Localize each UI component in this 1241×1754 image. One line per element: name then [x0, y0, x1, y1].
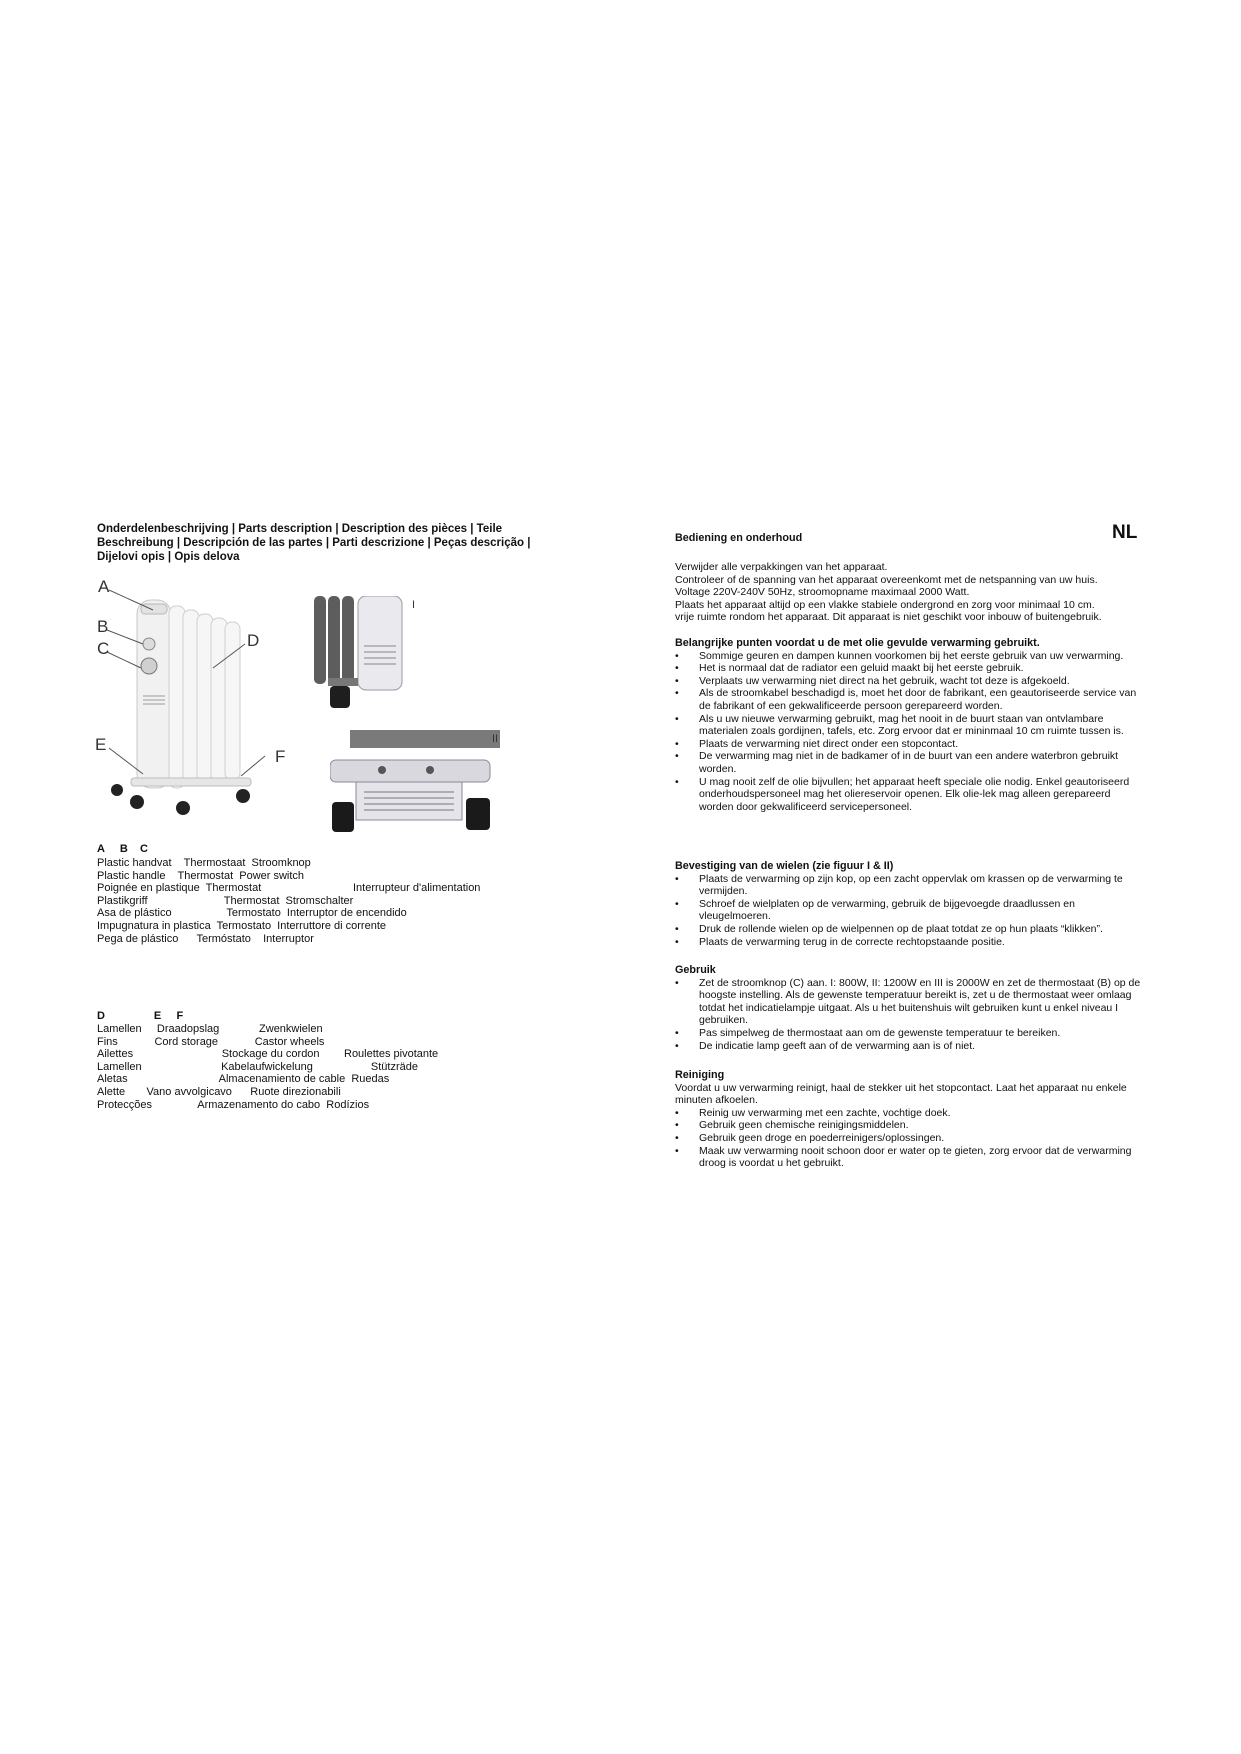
language-badge: NL	[1112, 522, 1138, 543]
cleaning-title: Reiniging	[675, 1069, 725, 1081]
usage-list	[675, 977, 1145, 1053]
def-line: Aletas Almacenamiento de cable Ruedas	[97, 1073, 390, 1086]
list-item: • Sommige geuren en dampen kunnen voorkomen bij het eerste gebruik van uw verwarming.	[675, 649, 1124, 662]
wheels-title: Bevestiging van de wielen (zie figuur I & II)	[675, 860, 894, 872]
list-item: • Maak uw verwarming nooit schoon door er water op te gieten, zorg ervoor dat de verwarming droog is voordat u het gebruikt.	[675, 1144, 1132, 1170]
abc-line: Asa de plástico Termostato Interruptor de encendido	[97, 907, 407, 920]
list-item: • Reinig uw verwarming met een zachte, vochtige doek.	[675, 1106, 951, 1119]
cleaning-section	[675, 1069, 1145, 1170]
bullet-icon: •	[675, 872, 679, 885]
figure-one	[310, 596, 430, 714]
bullet-icon: •	[675, 737, 679, 750]
list-item: • Plaats de verwarming niet direct onder een stopcontact.	[675, 737, 959, 750]
abc-line: Pega de plástico Termóstato Interruptor	[97, 932, 314, 945]
section-title	[675, 532, 1145, 545]
usage-title: Gebruik	[675, 964, 716, 976]
list-item: • Plaats de verwarming terug in de correcte rechtopstaande positie.	[675, 935, 1005, 948]
intro-line: Verwijder alle verpakkingen van het apparaat.	[675, 561, 888, 573]
def-line: Lamellen Draadopslag Zwenkwielen	[97, 1023, 323, 1035]
list-item: • Plaats de verwarming op zijn kop, op een zacht oppervlak om krassen op de verwarming te vermijden.	[675, 872, 1123, 898]
bullet-icon: •	[675, 935, 679, 948]
bullet-icon: •	[675, 750, 679, 763]
main-title: Bediening en onderhoud	[675, 532, 803, 544]
list-item: • De indicatie lamp geeft aan of de verwarming aan is of niet.	[675, 1039, 976, 1052]
bullet-icon: •	[675, 1131, 679, 1144]
def-header: D E F	[97, 1010, 184, 1022]
abc-header: A B C	[97, 843, 148, 855]
list-item: • Het is normaal dat de radiator een geluid maakt bij het eerste gebruik.	[675, 662, 1024, 675]
wheels-section	[675, 860, 1145, 948]
important-section	[675, 637, 1145, 813]
bullet-icon: •	[675, 976, 679, 989]
bullet-icon: •	[675, 674, 679, 687]
def-line: Fins Cord storage Castor wheels	[97, 1035, 325, 1048]
cleaning-list	[675, 1107, 1145, 1170]
intro-line: Voltage 220V-240V 50Hz, stroomopname maximaal 2000 Watt.	[675, 586, 970, 599]
bullet-icon: •	[675, 687, 679, 700]
list-item: • Als u uw nieuwe verwarming gebruikt, mag het nooit in de buurt staan van ontvlambare materialen zoals gordijnen, tafels, etc. Zorg ervoor dat er mininmaal 10 cm ruimte tussen is.	[675, 712, 1124, 738]
figure-two	[330, 730, 515, 840]
bullet-icon: •	[675, 1119, 679, 1132]
bullet-icon: •	[675, 775, 679, 788]
list-item: • Gebruik geen droge en poederreinigers/oplossingen.	[675, 1131, 945, 1144]
bullet-icon: •	[675, 662, 679, 675]
bullet-icon: •	[675, 1106, 679, 1119]
list-item: • U mag nooit zelf de olie bijvullen; het apparaat heeft speciale olie nodig. Enkel geautoriseerd onderhoudspersoneel mag het oliereservoir openen. Elk olie-lek mag alleen gerepareerd worden door gekwalificeerd servicepersoneel.	[675, 775, 1130, 813]
abc-list	[97, 857, 480, 945]
label-f: F	[275, 747, 286, 766]
parts-heading: Onderdelenbeschrijving | Parts description | Description des pièces | Teile Beschreibung | Descripción de las partes | Parti descrizione | Peças descrição | Dijelovi opis | Opis delova	[97, 523, 531, 563]
def-list	[97, 1023, 438, 1111]
label-fig-one: I	[412, 599, 416, 611]
def-line: Protecções Armazenamento do cabo Rodízios	[97, 1098, 370, 1111]
cleaning-intro: Voordat u uw verwarming reinigt, haal de stekker uit het stopcontact. Laat het apparaat nu enkele minuten afkoelen.	[675, 1081, 1127, 1107]
label-d: D	[247, 631, 260, 650]
bullet-icon: •	[675, 1144, 679, 1157]
def-line: Lamellen Kabelaufwickelung Stützräde	[97, 1060, 418, 1073]
bullet-icon: •	[675, 1026, 679, 1039]
list-item: • Als de stroomkabel beschadigd is, moet het door de fabrikant, een geautoriseerde service van de fabrikant of een gekwalificeerde persoon gerepareerd worden.	[675, 687, 1137, 712]
abc-line: Poignée en plastique Thermostat Interrupteur d'alimentation	[97, 882, 481, 895]
def-line: Alette Vano avvolgicavo Ruote direzionabili	[97, 1085, 341, 1098]
intro-block	[675, 561, 1145, 624]
list-item: • Schroef de wielplaten op de verwarming, gebruik de bijgevoegde draadlussen en vleugelmoeren.	[675, 897, 1075, 923]
important-list	[675, 650, 1145, 814]
bullet-icon: •	[675, 712, 679, 725]
wheels-list	[675, 873, 1145, 949]
important-title: Belangrijke punten voordat u de met olie gevulde verwarming gebruikt.	[675, 637, 1040, 649]
list-item: • Zet de stroomknop (C) aan. I: 800W, II: 1200W en III is 2000W en zet de thermostaat (B) op de hoogste instelling. Als de gewenste temperatuur bereikt is, zet u de thermostaat weer omlaag totdat het indicatielampje uitgaat. Als u het buitenshuis wilt gebruiken kunt u enkel niveau I gebruiken.	[675, 976, 1141, 1027]
intro-line: Plaats het apparaat altijd op een vlakke stabiele ondergrond en zorg voor minimaal 10 cm.	[675, 598, 1095, 611]
abc-line: Plastic handvat Thermostaat Stroomknop	[97, 857, 311, 869]
bullet-icon: •	[675, 649, 679, 662]
abc-line: Plastic handle Thermostat Power switch	[97, 869, 305, 882]
list-item: • Druk de rollende wielen op de wielpennen op de plaat totdat ze op hun plaats “klikken”.	[675, 922, 1103, 935]
abc-line: Plastikgriff Thermostat Stromschalter	[97, 894, 354, 907]
list-item: • Gebruik geen chemische reinigingsmiddelen.	[675, 1119, 909, 1132]
heater-diagram	[95, 578, 305, 828]
label-fig-two: II	[492, 733, 499, 745]
list-item: • Verplaats uw verwarming niet direct na het gebruik, wacht tot deze is afgekoeld.	[675, 674, 1070, 687]
def-line: Ailettes Stockage du cordon Roulettes pivotante	[97, 1048, 439, 1061]
label-a: A	[98, 578, 110, 596]
bullet-icon: •	[675, 922, 679, 935]
label-e: E	[95, 735, 107, 754]
label-c: C	[97, 639, 110, 658]
list-item: • De verwarming mag niet in de badkamer of in de buurt van een andere waterbron gebruikt worden.	[675, 750, 1119, 775]
label-b: B	[97, 617, 109, 636]
intro-line: Controleer of de spanning van het apparaat overeenkomt met de netspanning van uw huis.	[675, 573, 1098, 586]
bullet-icon: •	[675, 1039, 679, 1052]
abc-line: Impugnatura in plastica Termostato Interruttore di corrente	[97, 919, 386, 932]
list-item: • Pas simpelweg de thermostaat aan om de gewenste temperatuur te bereiken.	[675, 1026, 1061, 1039]
intro-line: vrije ruimte rondom het apparaat. Dit apparaat is niet geschikt voor inbouw of buitengebruik.	[675, 611, 1102, 624]
usage-section	[675, 964, 1145, 1052]
bullet-icon: •	[675, 897, 679, 910]
